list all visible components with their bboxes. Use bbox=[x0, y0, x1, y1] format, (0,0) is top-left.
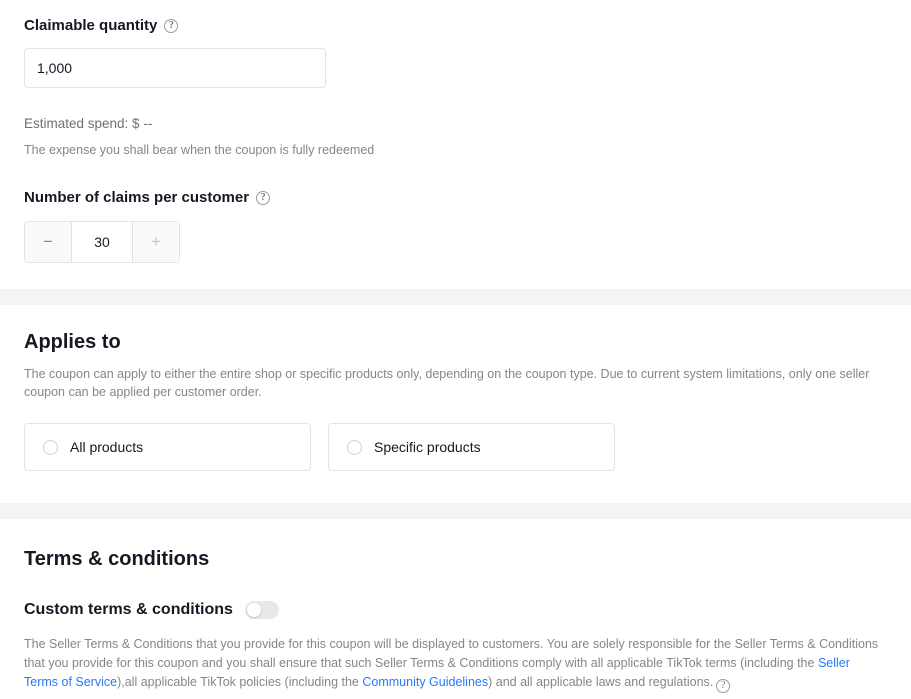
terms-conditions-section bbox=[0, 519, 911, 693]
stepper-increment-button[interactable]: + bbox=[133, 222, 179, 262]
estimated-spend-text: Estimated spend: $ -- bbox=[24, 116, 153, 131]
claims-per-customer-label-text: Number of claims per customer bbox=[24, 189, 250, 206]
claimable-quantity-input[interactable] bbox=[24, 48, 326, 88]
claimable-quantity-label-text: Claimable quantity bbox=[24, 17, 158, 34]
question-mark-icon[interactable]: ? bbox=[256, 191, 270, 205]
terms-conditions-title: Terms & conditions bbox=[24, 548, 210, 570]
applies-to-options bbox=[24, 423, 887, 471]
question-mark-icon[interactable]: ? bbox=[164, 19, 178, 33]
quantity-section bbox=[0, 0, 911, 289]
section-divider bbox=[0, 503, 911, 519]
applies-to-section bbox=[0, 305, 911, 503]
custom-terms-toggle[interactable] bbox=[245, 601, 279, 619]
question-mark-icon[interactable]: ? bbox=[716, 679, 730, 693]
radio-button-icon[interactable] bbox=[347, 440, 362, 455]
custom-terms-label: Custom terms & conditions bbox=[24, 601, 233, 618]
section-divider bbox=[0, 289, 911, 305]
stepper-value[interactable]: 30 bbox=[71, 222, 133, 262]
seller-terms-of-service-link[interactable]: Seller Terms of Service bbox=[24, 656, 850, 689]
radio-label-specific-products: Specific products bbox=[374, 439, 481, 455]
estimated-spend-hint: The expense you shall bear when the coupon is fully redeemed bbox=[24, 143, 375, 157]
radio-card-specific-products[interactable] bbox=[328, 423, 615, 471]
stepper-decrement-button[interactable]: − bbox=[25, 222, 71, 262]
claimable-quantity-label bbox=[24, 16, 887, 36]
claims-per-customer-label bbox=[24, 188, 887, 208]
custom-terms-row bbox=[24, 599, 887, 621]
applies-to-title: Applies to bbox=[24, 331, 121, 353]
radio-label-all-products: All products bbox=[70, 439, 144, 455]
radio-button-icon[interactable] bbox=[43, 440, 58, 455]
community-guidelines-link[interactable]: Community Guidelines bbox=[362, 675, 489, 689]
applies-to-description: The coupon can apply to either the entire shop or specific products only, depending on the coupon type. Due to current system limitations, only one seller coupon can be applied per customer order. bbox=[24, 367, 870, 399]
claims-per-customer-stepper[interactable] bbox=[24, 221, 180, 263]
terms-legal-part-3: ) and all applicable laws and regulations. bbox=[488, 675, 714, 689]
toggle-knob-icon bbox=[247, 603, 261, 617]
radio-card-all-products[interactable] bbox=[24, 423, 311, 471]
terms-legal-text bbox=[24, 635, 879, 693]
terms-legal-part-2: ),all applicable TikTok policies (including the bbox=[117, 675, 363, 689]
terms-legal-part-1: The Seller Terms & Conditions that you provide for this coupon will be displayed to customers. You are solely responsible for the Seller Terms & Conditions that you provide for this coupon and you shall ensure that such Seller Terms & Conditions comply with all applicable TikTok terms (including the bbox=[24, 637, 879, 670]
